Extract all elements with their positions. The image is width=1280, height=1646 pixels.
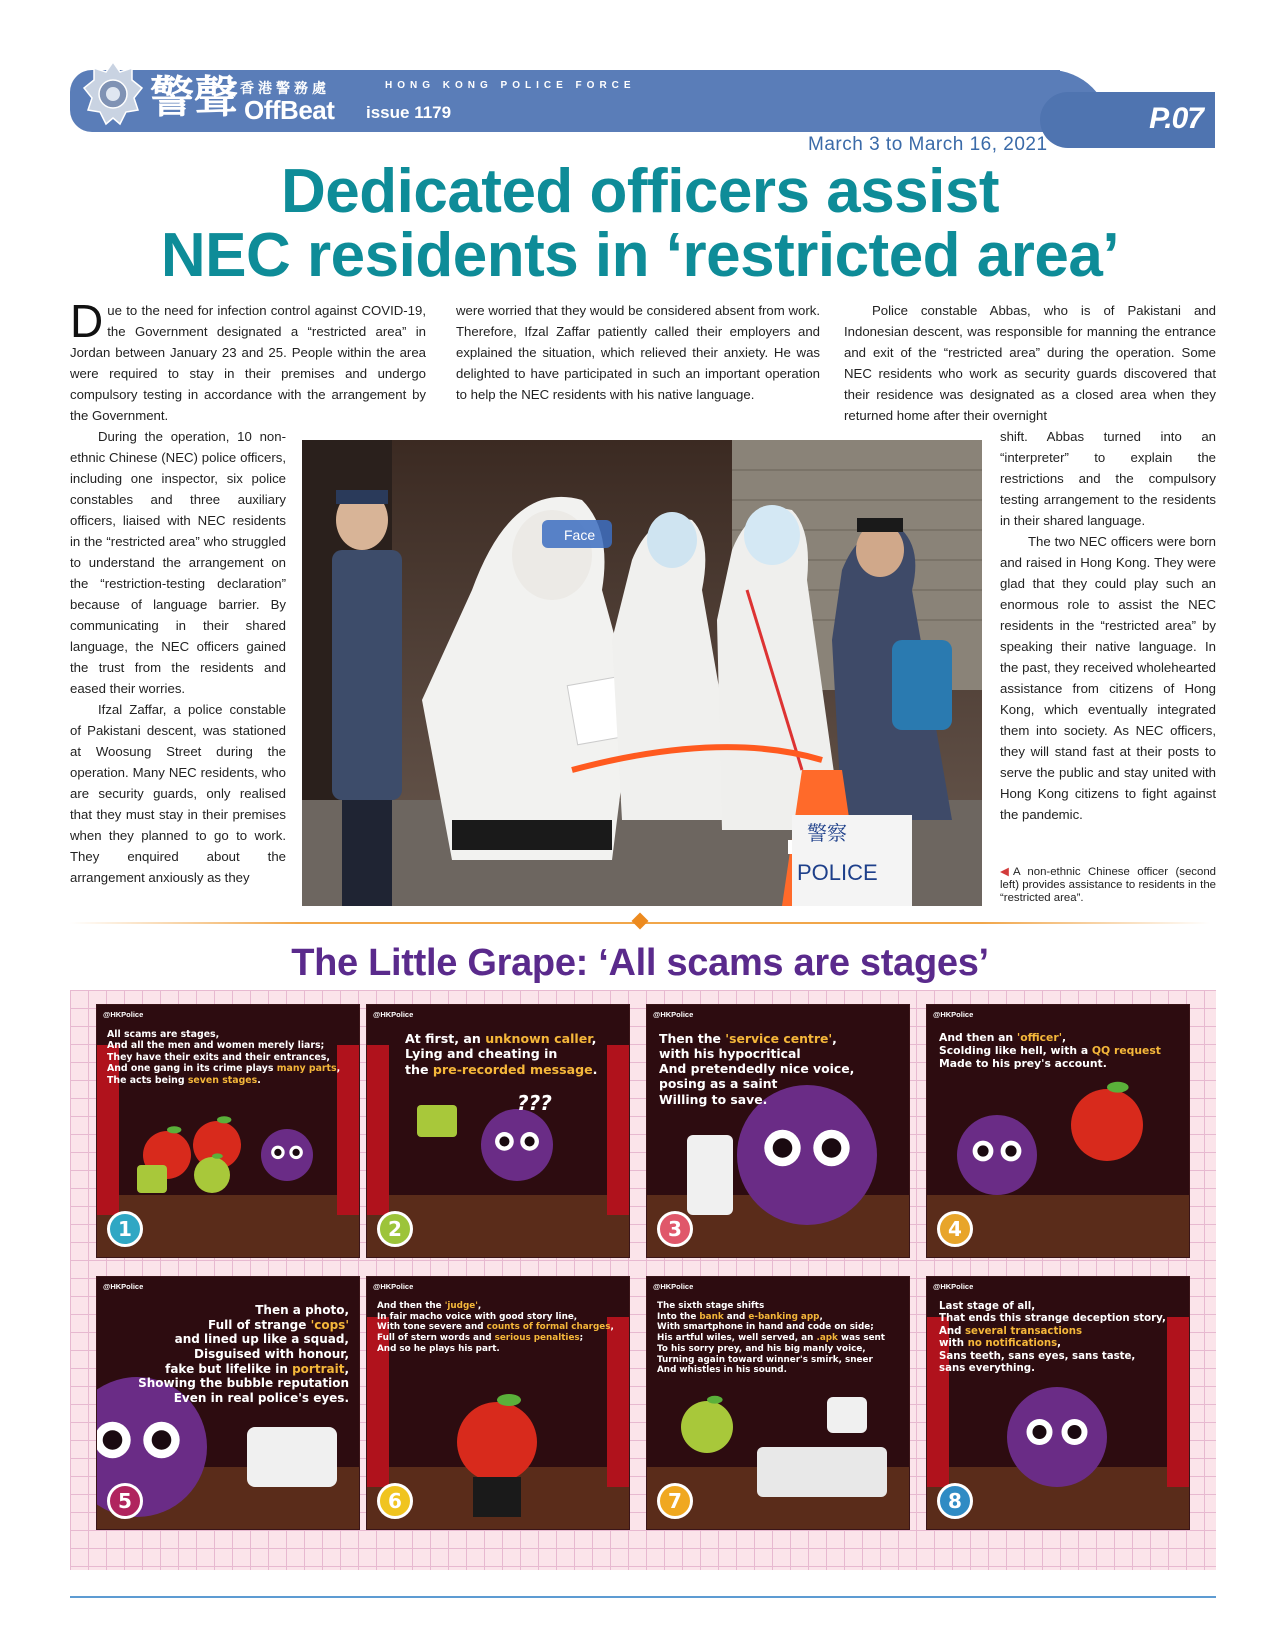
article-paragraph-1: Due to the need for infection control against COVID-19, the Government designated a “restricted area” in Jordan between January 23 and 25. People within the area were required to stay in their premises and undergo compulsory testing in accordance with the arrangement by the Government. xyxy=(70,295,426,423)
comic-text-line: With smartphone in hand and code on side; xyxy=(657,1322,874,1333)
masthead-chinese-org: 香港警務處 xyxy=(240,81,330,97)
comic-text-line: To his sorry prey, and his big manly voice, xyxy=(657,1343,866,1354)
comic-text-line: In fair macho voice with good story line, xyxy=(377,1311,578,1322)
comic-panel-text xyxy=(939,1301,1184,1376)
comic-handle: @HKPolice xyxy=(653,1010,694,1019)
comic-text-line: with no notifications, xyxy=(939,1338,1062,1350)
comic-panel-text xyxy=(657,1301,907,1376)
comic-panel-7 xyxy=(646,1276,910,1530)
comic-text-line: Sans teeth, sans eyes, sans taste, xyxy=(939,1350,1136,1362)
comic-panel-number: 4 xyxy=(937,1211,973,1247)
question-marks: ??? xyxy=(517,1091,552,1115)
comic-handle: @HKPolice xyxy=(933,1010,974,1019)
comic-text-line: His artful wiles, well served, an .apk was sent xyxy=(657,1333,886,1344)
comic-text-line: Disguised with honour, xyxy=(194,1346,349,1361)
comic-panel-6 xyxy=(366,1276,630,1530)
comic-text-line: Then a photo, xyxy=(255,1303,349,1317)
comic-text-line: Showing the bubble reputation xyxy=(138,1376,349,1391)
photo-caption: ◀A non-ethnic Chinese officer (second left) provides assistance to residents in the “restricted area”. xyxy=(1000,866,1217,904)
comic-panel-number: 6 xyxy=(377,1483,413,1519)
comic-panel-number: 8 xyxy=(937,1483,973,1519)
comic-panel-2 xyxy=(366,1004,630,1258)
headline-line-1: Dedicated officers assist xyxy=(280,157,1000,226)
comic-panel-text xyxy=(377,1301,627,1355)
article-paragraph-3-continued: were worried that they would be considered absent from work. Therefore, Ifzal Zaffar patiently called their employers and explained the situation, which relieved their anxiety. He was delighted to have participated in such an important operation to help the NEC residents with his native language. xyxy=(456,303,820,402)
caption-arrow-icon: ◀ xyxy=(1000,866,1014,878)
article-headline xyxy=(60,157,1220,290)
comic-text-line: sans everything. xyxy=(939,1363,1035,1375)
comic-panel-1 xyxy=(96,1004,360,1258)
comic-handle: @HKPolice xyxy=(653,1282,694,1291)
comic-panel-8 xyxy=(926,1276,1190,1530)
comic-text-line: Then the 'service centre', xyxy=(659,1031,837,1046)
page-number: P.07 xyxy=(1149,102,1203,135)
comic-panel-text xyxy=(659,1031,899,1107)
comic-text-line: Scolding like hell, with a QQ request xyxy=(939,1044,1161,1058)
comic-panel-5 xyxy=(96,1276,360,1530)
comic-text-line: Made to his prey's account. xyxy=(939,1057,1107,1071)
comic-text-line: Willing to save. xyxy=(659,1091,768,1107)
comic-panel-number: 2 xyxy=(377,1211,413,1247)
comic-handle: @HKPolice xyxy=(933,1282,974,1291)
article-photo xyxy=(302,440,982,906)
comic-text-line: the pre-recorded message. xyxy=(405,1061,598,1077)
comic-text-line: And so he plays his part. xyxy=(377,1343,500,1354)
comic-panel-number: 5 xyxy=(107,1483,143,1519)
divider-diamond-icon xyxy=(632,913,649,930)
headline-line-2: NEC residents in ‘restricted area’ xyxy=(160,221,1120,290)
comic-panel-text xyxy=(127,1303,349,1405)
article-column-3-narrow xyxy=(1000,426,1216,825)
page-tab xyxy=(1040,92,1215,148)
comic-text-line: And one gang in its crime plays many parts, xyxy=(107,1063,341,1075)
comic-handle: @HKPolice xyxy=(103,1282,144,1291)
comic-panel-number: 3 xyxy=(657,1211,693,1247)
comic-text-line: Lying and cheating in xyxy=(405,1046,558,1062)
sign-en: POLICE xyxy=(797,860,878,885)
article-column-1-narrow xyxy=(70,426,286,888)
comic-handle: @HKPolice xyxy=(103,1010,144,1019)
comic-text-line: Last stage of all, xyxy=(939,1301,1036,1312)
comic-text-line: Turning again toward winner's smirk, sneer xyxy=(657,1354,873,1365)
comic-text-line: That ends this strange deception story, xyxy=(939,1313,1166,1325)
comic-text-line: Into the bank and e-banking app, xyxy=(657,1311,823,1322)
sign-zh: 警察 xyxy=(807,821,847,845)
comic-text-line: and lined up like a squad, xyxy=(174,1332,349,1347)
masthead-force-name: HONG KONG POLICE FORCE xyxy=(385,80,636,91)
masthead-chinese-title: 警聲 xyxy=(150,72,238,123)
article-paragraph-5: The two NEC officers were born and raised in Hong Kong. They were glad that they could play such an enormous role to assist the NEC residents in the “restricted area” by speaking their native language. In the past, they received wholehearted assistance from citizens of Hong Kong, which eventually integrated them into society. As NEC officers, they will stand fast at their posts to serve the public and stay united with Hong Kong citizens to fight against the pandemic. xyxy=(1000,534,1216,822)
comic-text-line: Full of strange 'cops' xyxy=(208,1317,349,1332)
comic-panel-text xyxy=(107,1029,352,1086)
comic-text-line: And all the men and women merely liars; xyxy=(107,1040,325,1052)
comic-text-line: With tone severe and counts of formal charges, xyxy=(377,1322,614,1333)
comic-text-line: And then an 'officer', xyxy=(939,1031,1067,1044)
comic-panel-3 xyxy=(646,1004,910,1258)
comic-panel-text xyxy=(405,1031,620,1077)
comic-handle: @HKPolice xyxy=(373,1282,414,1291)
comic-text-line: posing as a saint xyxy=(659,1076,778,1092)
article-paragraph-3: Ifzal Zaffar, a police constable of Pakistani descent, was stationed at Woosung Street during the operation. Many NEC residents, who are security guards, only realised that they must stay in their premises when they planned to go to work. They enquired about the arrangement anxiously as they xyxy=(70,702,286,885)
police-crest-icon xyxy=(82,60,144,130)
masthead-offbeat-logo: OffBeat xyxy=(244,95,335,125)
comic-text-line: And several transactions xyxy=(939,1325,1083,1337)
comic-panel-number: 1 xyxy=(107,1211,143,1247)
visor-text: Face xyxy=(564,527,596,543)
comic-panel-number: 7 xyxy=(657,1483,693,1519)
article-paragraph-2: During the operation, 10 non-ethnic Chinese (NEC) police officers, including one inspector, six police constables and three auxiliary officers, liaised with NEC residents in the “restricted area” who struggled to understand the arrangement on the “restriction-testing declaration” because of language barrier. By communicating in their shared language, the NEC officers gained the trust from the residents and eased their worries. xyxy=(70,429,286,696)
comic-text-line: They have their exits and their entrances, xyxy=(107,1051,330,1063)
comic-text-line: And then the 'judge', xyxy=(377,1301,482,1311)
comic-text-line: Full of stern words and serious penalties; xyxy=(377,1333,584,1344)
bottom-rule xyxy=(70,1596,1216,1598)
comic-text-line: fake but lifelike in portrait, xyxy=(165,1361,349,1376)
issue-date: March 3 to March 16, 2021 xyxy=(808,134,1048,155)
comic-text-line: All scams are stages, xyxy=(107,1029,220,1040)
comic-text-line: And pretendedly nice voice, xyxy=(659,1061,855,1077)
drop-cap: D xyxy=(70,295,104,347)
comic-text-line: At first, an unknown caller, xyxy=(405,1031,597,1046)
comic-text-line: And whistles in his sound. xyxy=(657,1365,787,1376)
comic-text-line: Even in real police's eyes. xyxy=(173,1390,349,1405)
comic-text-line: The sixth stage shifts xyxy=(657,1301,765,1311)
comic-text-line: The acts being seven stages. xyxy=(107,1074,261,1086)
comic-panel-4 xyxy=(926,1004,1190,1258)
comic-text-line: with his hypocritical xyxy=(659,1046,801,1062)
masthead-issue: issue 1179 xyxy=(366,103,452,122)
comic-panel-text xyxy=(939,1031,1184,1071)
comic-handle: @HKPolice xyxy=(373,1010,414,1019)
article-paragraph-4-rest: shift. Abbas turned into an “interpreter” to explain the restrictions and the compulsory testing arrangement to the residents in their shared language. xyxy=(1000,429,1216,528)
comic-title: The Little Grape: ‘All scams are stages’ xyxy=(291,942,989,984)
article-paragraph-4-top: Police constable Abbas, who is of Pakistani and Indonesian descent, was responsible for manning the entrance and exit of the “restricted area” during the operation. Some NEC residents who work as security guards discovered that their residence was designated as a closed area when they returned home after their overnight xyxy=(844,303,1216,423)
